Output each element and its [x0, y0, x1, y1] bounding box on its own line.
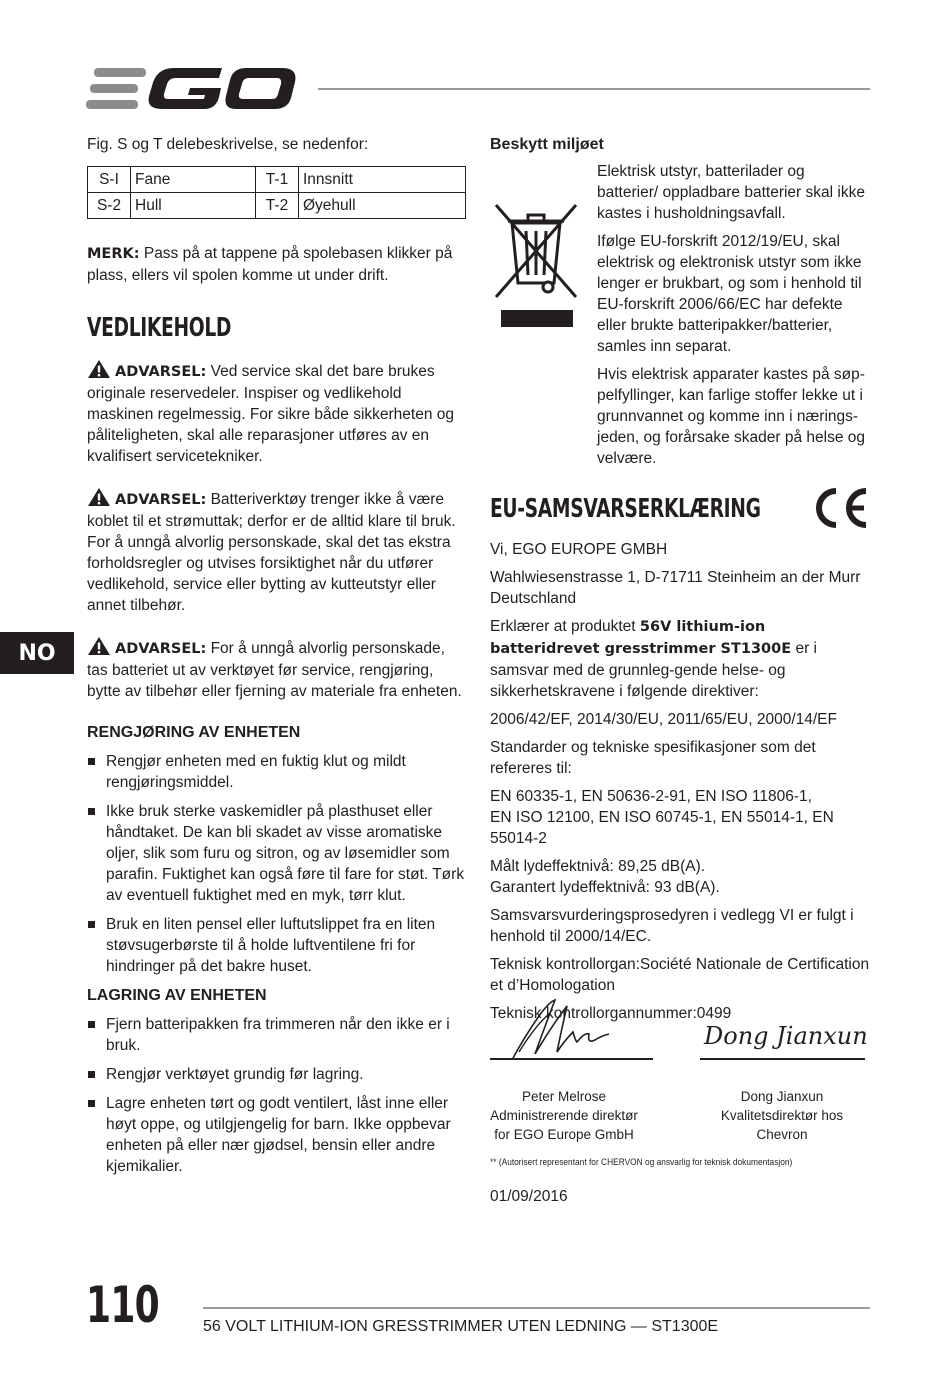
notified-body: Teknisk kontrollorgan:Société Nationale de Certification et d’Homologation [490, 956, 870, 994]
fig-caption: Fig. S og T delebeskrivelse, se nedenfor: [87, 136, 369, 153]
declaration-date: 01/09/2016 [490, 1188, 568, 1205]
environment-paragraph: Elektrisk utstyr, batterilader og batterier/ oppladbare batterier skal ikke kastes i husholdningsavfall. [597, 163, 865, 222]
part-code: S-2 [88, 193, 131, 219]
list-item: Rengjør enheten med en fuktig klut og mildt rengjøringsmiddel. [87, 751, 467, 793]
signatory-title: Kvalitetsdirektør hos Chevron [720, 1108, 844, 1142]
signature-dong: Dong Jianxun [704, 1022, 868, 1050]
warning-text: Ved service skal det bare brukes originale reservedeler. Inspiser og vedlikehold maskinen regelmessig. For sikre både sikkerheten og påliteligheten, skal alle reparasjoner utføres av en kvalifisert servicetekniker. [87, 363, 455, 465]
warning-3 [87, 636, 467, 702]
left-column [87, 134, 467, 1185]
guaranteed-sound: Garantert lydeffektnivå: 93 dB(A). [490, 879, 720, 896]
list-item: Fjern batteripakken fra trimmeren når den ikke er i bruk. [87, 1014, 467, 1056]
page-number: 110 [86, 1276, 159, 1334]
signature-line [490, 1058, 653, 1060]
signatory-title: Administrerende direktør [490, 1108, 638, 1123]
storage-list [87, 1014, 467, 1177]
warning-icon [87, 487, 111, 507]
right-column [490, 134, 870, 1031]
table-row [88, 167, 466, 193]
part-name: Øyehull [299, 193, 466, 219]
footer-rule [203, 1307, 870, 1309]
warning-label: ADVARSEL: [115, 492, 207, 508]
signatory-2 [695, 1087, 869, 1144]
weee-bin-icon [490, 197, 580, 327]
list-item: Bruk en liten pensel eller luftutslippet fra en liten støvsugerbørste til å holde luftventilene fri for hindringer på det bakre huset. [87, 914, 467, 977]
measured-sound: Målt lydeffektnivå: 89,25 dB(A). [490, 858, 706, 875]
warning-label: ADVARSEL: [115, 364, 207, 380]
signatory-name: Dong Jianxun [740, 1089, 824, 1104]
product-name: 56V lithium-ion batteridrevet gresstrimmer ST1300E [490, 619, 792, 657]
ego-logo [86, 64, 298, 114]
signature-melrose [505, 996, 615, 1062]
company-address: Wahlwiesenstrasse 1, D-71711 Steinheim an der Murr Deutschland [490, 569, 861, 607]
warning-icon [87, 359, 111, 379]
list-item: Rengjør verktøyet grundig før lagring. [87, 1064, 467, 1085]
parts-table [87, 166, 466, 219]
list-item: Ikke bruk sterke vaskemidler på plasthuset eller håndtaket. De kan bli skadet av visse aromatiske oljer, slik som furu og sitron, og av løsemidler som parafin. Fuktighet kan også føre til fare for støt. Tørk av eventuell fuktighet med en myk, tørr klut. [87, 801, 467, 906]
declaration-post: er i samsvar med de grunnleg-gende helse- og sikkerhetskravene i følgende direktiver: [490, 640, 817, 700]
note-text: Pass på at tappene på spolebasen klikker på plass, ellers vil spolen komme ut under drift. [87, 245, 453, 284]
signatory-name: Peter Melrose [521, 1089, 607, 1104]
part-name: Hull [131, 193, 256, 219]
warning-text: For å unngå alvorlig personskade, tas batteriet ut av verktøyet før service, rengjøring, bytte av tilbehør eller fjerning av materiale fra enheten. [87, 640, 462, 700]
standards-list [490, 786, 870, 849]
warning-1 [87, 359, 467, 467]
sound-levels [490, 856, 870, 898]
list-item: Lagre enheten tørt og godt ventilert, låst inne eller høyt oppe, og utilgjengelig for barn. Ikke oppbevar enheten på eller nær gjødsel, bensin eller andre kjemikalier. [87, 1093, 467, 1177]
part-code: T-1 [256, 167, 299, 193]
section-title-maintenance: VEDLIKEHOLD [87, 313, 232, 343]
warning-label: ADVARSEL: [115, 641, 207, 657]
note [87, 243, 467, 286]
environment-title: Beskytt miljøet [490, 136, 604, 153]
part-code: S-I [88, 167, 131, 193]
header-rule [318, 88, 870, 90]
language-tab: NO [0, 632, 74, 674]
footnote: ** (Autorisert representant for CHERVON og ansvarlig for teknisk dokumentasjon) [490, 1157, 793, 1168]
warning-text: Batteriverktøy trenger ikke å være koblet til et strømuttak; derfor er de alltid klare til bruk. For å unngå alvorlig personskade, skal det tas ekstra forholdsregler og utvises forsiktighet når du utfører vedlikehold, service eller bytting av kutteutstyr eller annet tilbehør. [87, 491, 456, 614]
warning-icon [87, 636, 111, 656]
cleaning-title: RENGJØRING AV ENHETEN [87, 724, 301, 741]
part-code: T-2 [256, 193, 299, 219]
declaration-title: EU-SAMSVARSERKLÆRING [490, 494, 761, 524]
standards-line: EN 60335-1, EN 50636-2-91, EN ISO 11806-1, [490, 788, 812, 805]
standards-intro: Standarder og tekniske spesifikasjoner som det refereres til: [490, 739, 816, 777]
footer-title: 56 VOLT LITHIUM-ION GRESSTRIMMER UTEN LEDNING — ST1300E [203, 1318, 719, 1335]
environment-block [490, 161, 870, 469]
warning-2 [87, 487, 467, 616]
notified-body-number: Teknisk kontrollorgannummer:0499 [490, 1005, 732, 1022]
assessment-procedure: Samsvarsvurderingsprosedyren i vedlegg VI er fulgt i henhold til 2000/14/EC. [490, 907, 854, 945]
directives: 2006/42/EF, 2014/30/EU, 2011/65/EU, 2000/14/EF [490, 711, 837, 728]
declaration-pre: Erklærer at produktet [490, 618, 640, 635]
table-row [88, 193, 466, 219]
company-name: Vi, EGO EUROPE GMBH [490, 541, 668, 558]
environment-paragraph: Ifølge EU-forskrift 2012/19/EU, skal elektrisk og elektronisk utstyr som ikke lenger er brukbart, og som i henhold til EU-forskrift 2006/66/EC har defekte eller brukte batteripakker/batterier, samles inn separat. [597, 233, 862, 355]
declaration-header [490, 493, 870, 539]
signatory-title: for EGO Europe GmbH [494, 1127, 634, 1142]
part-name: Innsnitt [299, 167, 466, 193]
signatory-1 [490, 1087, 638, 1144]
storage-title: LAGRING AV ENHETEN [87, 987, 267, 1004]
standards-line: EN ISO 12100, EN ISO 60745-1, EN 55014-1, EN 55014-2 [490, 809, 834, 847]
signature-line [700, 1058, 865, 1060]
declaration-text [490, 616, 870, 702]
part-name: Fane [131, 167, 256, 193]
note-label: MERK: [87, 246, 140, 262]
environment-paragraph: Hvis elektrisk apparater kastes på søp-pelfyllinger, kan farlige stoffer lekke ut i grunnvannet og komme inn i nærings-jeden, og forårsake skader på helse og velvære. [597, 366, 865, 467]
ce-mark-icon [812, 485, 870, 531]
cleaning-list [87, 751, 467, 977]
